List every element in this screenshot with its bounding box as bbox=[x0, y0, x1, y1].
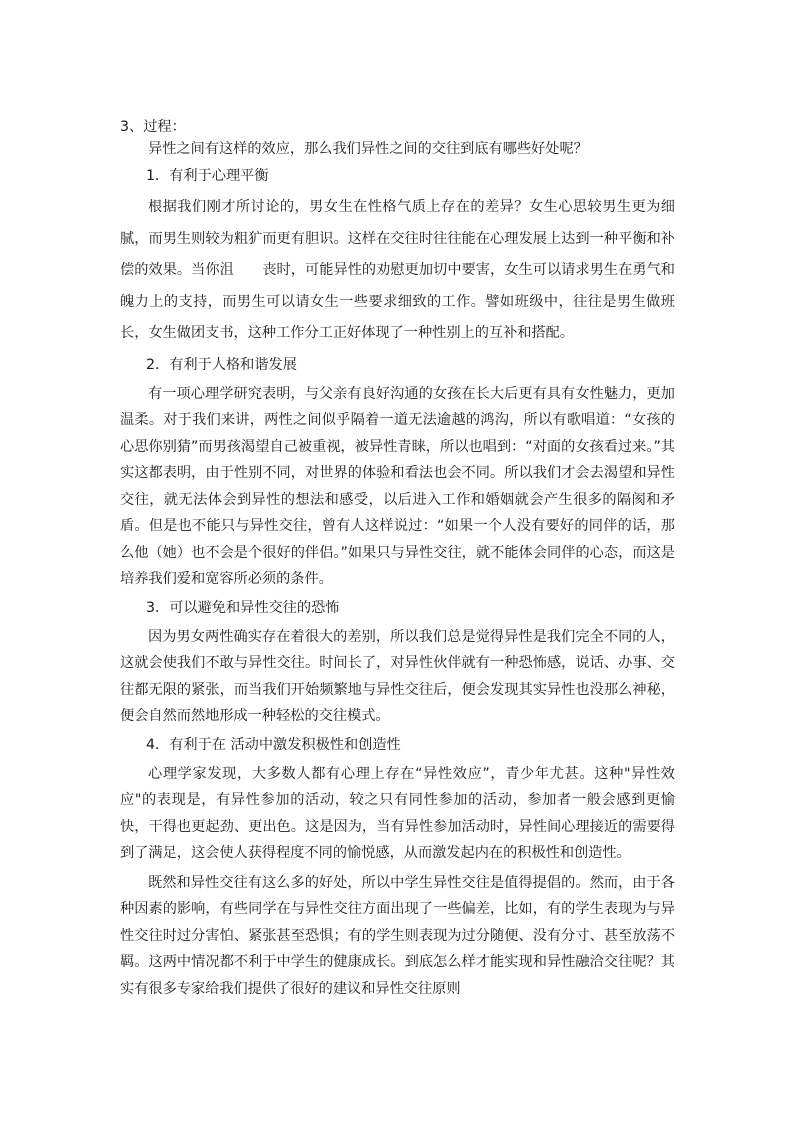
heading-psychological-balance: 1．有利于心理平衡 bbox=[146, 168, 269, 184]
intro-question: 异性之间有这样的效应，那么我们异性之间的交往到底有哪些好处呢？ bbox=[148, 141, 588, 157]
paragraph-conclusion: 既然和异性交往有这么多的好处，所以中学生异性交往是值得提倡的。然而，由于各种因素的影响，有些同学在与异性交往方面出现了一些偏差，比如，有的学生表现为与异性交往时过分害怕、紧张甚至恐惧；有的学生则表现为过分随便、没有分寸、甚至放荡不羁。这两中情况都不利于中学生的健康成长。到底怎么样才能实现和异性融洽交往呢？其实有很多专家给我们提供了很好的建议和异性交往原则 bbox=[120, 874, 675, 997]
section-label: 3、过程： bbox=[120, 119, 186, 135]
heading-personality-development: 2．有利于人格和谐发展 bbox=[146, 356, 297, 373]
paragraph-personality-development: 有一项心理学研究表明，与父亲有良好沟通的女孩在长大后更有具有女性魅力，更加温柔。对于我们来讲，两性之间似乎隔着一道无法逾越的鸿沟，所以有歌唱道：“女孩的心思你别猜”而男孩渴望自己被重视，被异性青睐，所以也唱到：“对面的女孩看过来。”其实这都表明，由于性别不同，对世界的体验和看法也会不同。所以我们才会去渴望和异性交往，就无法体会到异性的想法和感受，以后进入工作和婚姻就会产生很多的隔阂和矛盾。但是也不能只与异性交往，曾有人这样说过：“如果一个人没有要好的同伴的话，那么他（她）也不会是个很好的伴侣。”如果只与异性交往，就不能体会同伴的心态，而这是培养我们爱和宽容所必须的条件。 bbox=[120, 385, 675, 587]
paragraph-psychological-balance: 根据我们刚才所讨论的，男女生在性格气质上存在的差异？女生心思较男生更为细腻，而男生则较为粗犷而更有胆识。这样在交往时往往能在心理发展上达到一种平衡和补偿的效果。当你沮 丧时，可能异性的劝慰更加切中要害，女生可以请求男生在勇气和魄力上的支持，而男生可以请女生一些要求细致的工作。譬如班级中，往往是男生做班长，女生做团支书，这种工作分工正好体现了一种性别上的互补和搭配。 bbox=[120, 199, 675, 341]
heading-avoid-fear: 3．可以避免和异性交往的恐怖 bbox=[146, 599, 340, 616]
paragraph-opposite-sex-effect: 心理学家发现，大多数人都有心理上存在“异性效应”，青少年尤甚。这种"异性效应"的表现是，有异性参加的活动，较之只有同性参加的活动，参加者一般会感到更愉快，干得也更起劲、更出色。这是因为，当有异性参加活动时，异性间心理接近的需要得到了满足，这会使人获得程度不同的愉悦感，从而激发起内在的积极性和创造性。 bbox=[120, 765, 675, 861]
paragraph-avoid-fear: 因为男女两性确实存在着很大的差别，所以我们总是觉得异性是我们完全不同的人，这就会使我们不敢与异性交往。时间长了，对异性伙伴就有一种恐怖感，说话、办事、交往都无限的紧张，而当我们开始频繁地与异性交往后，便会发现其实异性也没那么神秘，便会自然而然地形成一种轻松的交往模式。 bbox=[120, 628, 675, 724]
document-body bbox=[120, 117, 675, 1005]
heading-activity-creativity: 4．有利于在 活动中激发积极性和创造性 bbox=[146, 736, 401, 753]
